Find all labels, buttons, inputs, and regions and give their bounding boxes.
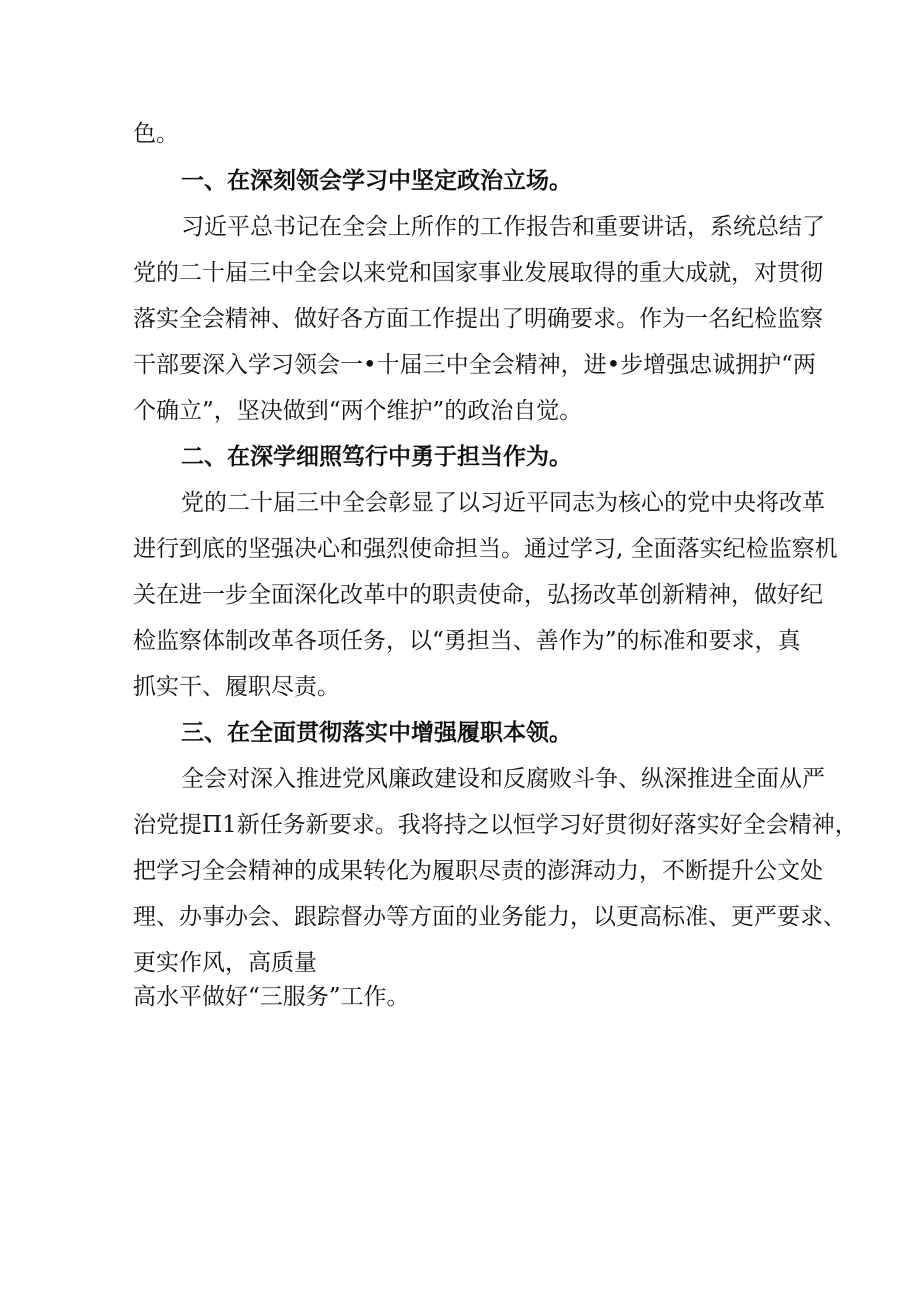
section-heading-2: 二、在深学细照笃行中勇于担当作为。 <box>181 443 572 470</box>
paragraph-line: 关在进一步全面深化改革中的职责使命，弘扬改革创新精神，做好纪 <box>133 582 823 608</box>
paragraph-line: 抓实干、履职尽责。 <box>133 674 340 700</box>
paragraph-line: 党的二十届三中全会以来党和国家事业发展取得的重大成就，对贯彻 <box>133 260 823 286</box>
paragraph-line: 个确立”，坚决做到“两个维护”的政治自觉。 <box>133 398 583 424</box>
paragraph-line: 党的二十届三中全会彰显了以习近平同志为核心的党中央将改革 <box>181 490 825 516</box>
paragraph-line: 落实全会精神、做好各方面工作提出了明确要求。作为一名纪检监察 <box>133 306 823 332</box>
paragraph-line: 治党提Π1新任务新要求。我将持之以恒学习好贯彻好落实好全会精神， <box>133 812 858 838</box>
section-heading-3: 三、在全面贯彻落实中增强履职本领。 <box>181 719 572 746</box>
paragraph-line: 检监察体制改革各项任务，以“勇担当、善作为”的标准和要求，真 <box>133 628 801 654</box>
paragraph-line: 进行到底的坚强决心和强烈使命担当。通过学习, 全面落实纪检监察机 <box>133 536 838 562</box>
paragraph-line: 干部要深入学习领会一•十届三中全会精神，进•步增强忠诚拥护“两 <box>133 352 816 378</box>
section-heading-1: 一、在深刻领会学习中坚定政治立场。 <box>181 167 572 194</box>
paragraph-line: 把学习全会精神的成果转化为履职尽责的澎湃动力，不断提升公文处 <box>133 858 823 884</box>
paragraph-line: 高水平做好“三服务”工作。 <box>133 984 410 1010</box>
paragraph-line: 全会对深入推进党风廉政建设和反腐败斗争、纵深推进全面从严 <box>181 766 825 792</box>
paragraph-line: 理、办事办会、跟踪督办等方面的业务能力，以更高标准、更严要求、 <box>133 904 846 930</box>
paragraph-line: 色。 <box>133 121 179 147</box>
paragraph-line: 习近平总书记在全会上所作的工作报告和重要讲话，系统总结了 <box>181 214 825 240</box>
paragraph-line: 更实作风，高质量 <box>133 950 317 976</box>
